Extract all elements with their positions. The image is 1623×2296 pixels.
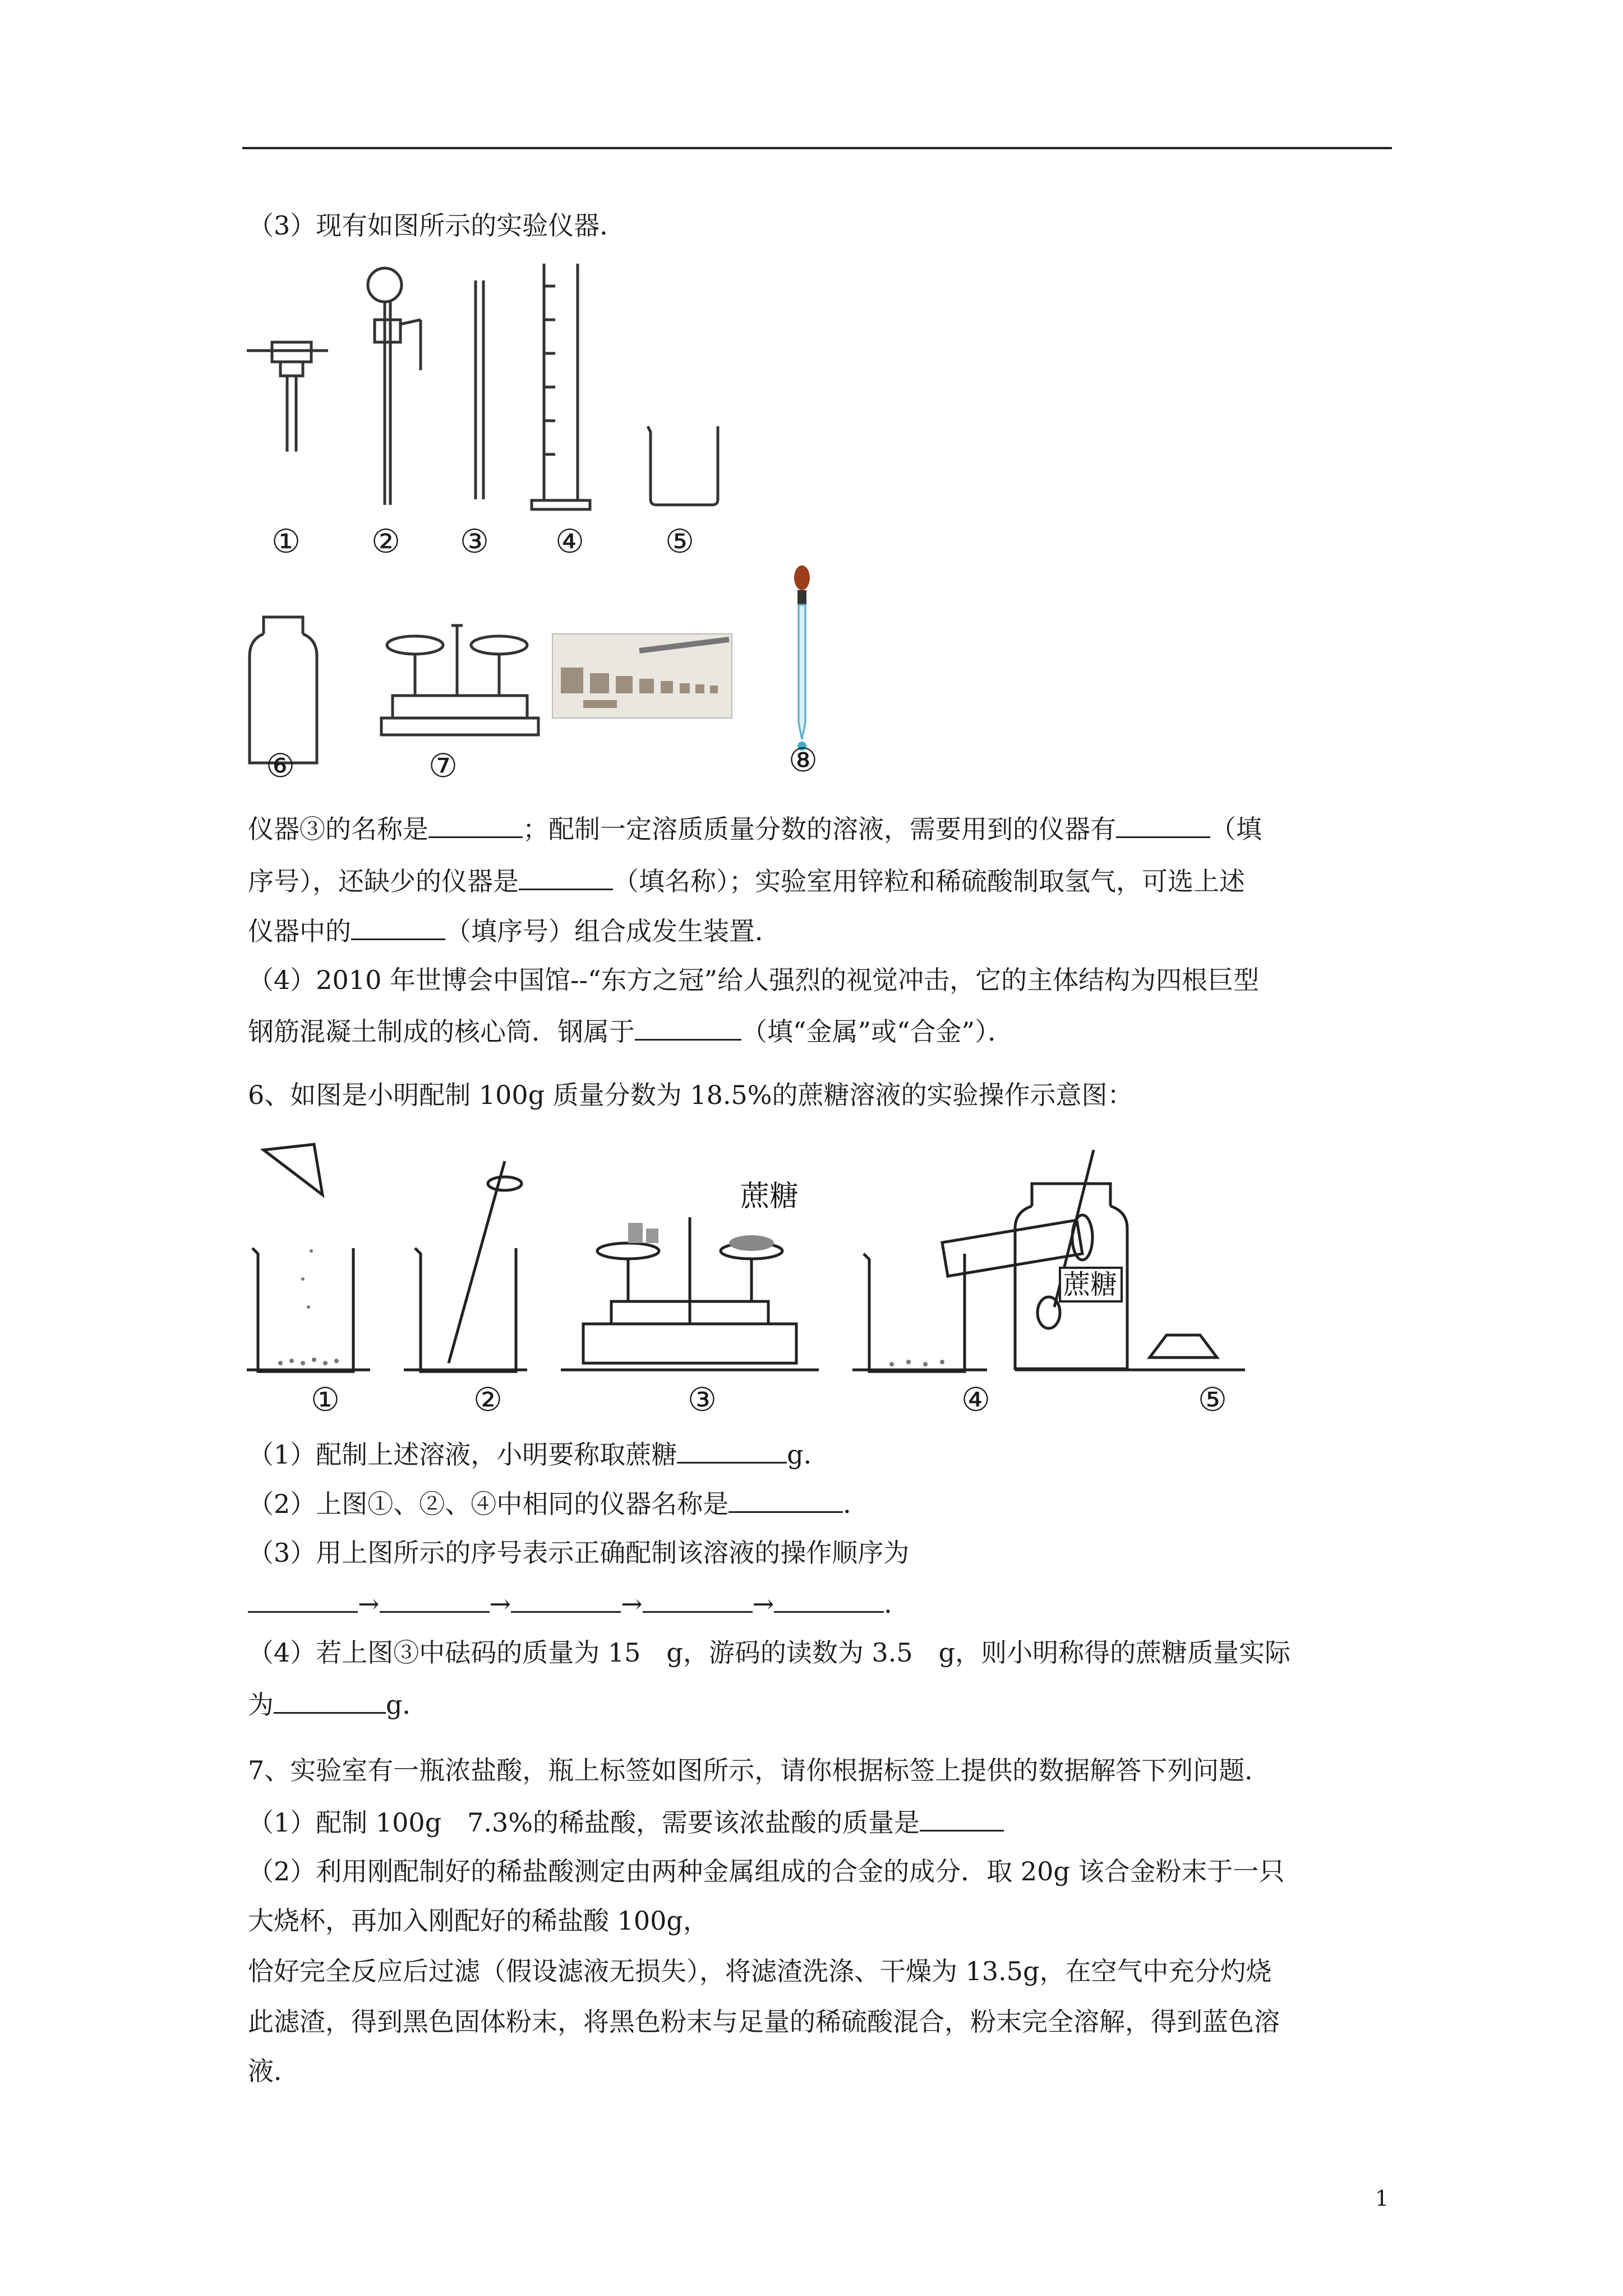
q7-part2-line1: （2）利用刚配制好的稀盐酸测定由两种金属组成的合金的成分．取 20g 该合金粉末于一只 [248,1856,1285,1887]
answer-blank[interactable] [1116,811,1210,838]
q5-line1: 仪器③的名称是 ；配制一定溶质质量分数的溶液，需要用到的仪器有 （填 [248,811,1262,846]
answer-blank[interactable] [728,1485,843,1513]
answer-blank[interactable] [635,1013,741,1041]
answer-blank[interactable] [519,863,613,890]
q6-part1: （1）配制上述溶液，小明要称取蔗糖 g． [248,1436,829,1471]
q5-line2: 序号），还缺少的仪器是 （填名称）；实验室用锌粒和稀硫酸制取氢气，可选上述 [248,863,1245,898]
instrument-figure-row2 [247,561,864,763]
answer-blank[interactable] [351,913,445,940]
q6-step-label-4: ④ [961,1381,990,1419]
q6-step-label-1: ① [311,1381,340,1419]
q6-part3-sequence: → → → → ． [248,1585,910,1621]
q7-part2-line3: 恰好完全反应后过滤（假设滤液无损失），将滤渣洗涤、干燥为 13.5g，在空气中充分灼烧 [248,1956,1272,1986]
instrument-label-5: ⑤ [665,522,694,560]
page-number: 1 [1375,2186,1389,2211]
q6-operation-figure [247,1139,1380,1374]
q6-step-label-5: ⑤ [1198,1381,1227,1419]
q7-stem: 7、实验室有一瓶浓盐酸，瓶上标签如图所示，请你根据标签上提供的数据解答下列问题． [248,1755,1271,1786]
instrument-label-6: ⑥ [266,747,295,785]
q7-part2-line4: 此滤渣，得到黑色固体粉末，将黑色粉末与足量的稀硫酸混合，粉末完全溶解，得到蓝色溶 [248,2007,1280,2037]
answer-blank[interactable] [920,1804,1004,1832]
q6-step-label-2: ② [473,1381,502,1419]
q5-part4-line1: （4）2010 年世博会中国馆--“东方之冠”给人强烈的视觉冲击，它的主体结构为四根巨型 [248,965,1260,995]
q7-part2-line2: 大烧杯，再加入刚配好的稀盐酸 100g， [248,1906,709,1936]
instrument-label-8: ⑧ [789,741,818,779]
q6-step-label-3: ③ [688,1381,717,1419]
sugar-label-jar: 蔗糖 [1063,1270,1118,1300]
sequence-blank-3[interactable] [511,1585,621,1613]
sequence-blank-1[interactable] [248,1585,358,1613]
q6-part3: （3）用上图所示的序号表示正确配制该溶液的操作顺序为 [248,1538,910,1568]
q5-part3-intro: （3）现有如图所示的实验仪器． [248,210,626,241]
sequence-blank-2[interactable] [380,1585,490,1613]
instrument-label-4: ④ [555,522,584,560]
instrument-label-2: ② [371,522,400,560]
instrument-label-7: ⑦ [428,747,458,785]
q5-line3: 仪器中的 （填序号）组合成发生装置． [248,913,781,948]
q6-stem: 6、如图是小明配制 100g 质量分数为 18.5%的蔗糖溶液的实验操作示意图： [248,1080,1133,1110]
answer-blank[interactable] [428,811,523,838]
instrument-label-3: ③ [460,522,489,560]
answer-blank[interactable] [274,1686,386,1714]
q6-part2: （2）上图①、②、④中相同的仪器名称是 ． [248,1485,869,1521]
q6-part4-line1: （4）若上图③中砝码的质量为 15 g，游码的读数为 3.5 g，则小明称得的蔗糖质量实际 [248,1637,1291,1668]
sequence-blank-4[interactable] [643,1585,753,1613]
q7-part2-line5: 液． [248,2056,299,2086]
q7-part1: （1）配制 100g 7.3%的稀盐酸，需要该浓盐酸的质量是 [248,1804,1004,1839]
q5-part4-line2: 钢筋混凝土制成的核心筒．钢属于 （填“金属”或“合金”）． [248,1013,1013,1048]
instrument-label-1: ① [271,522,301,560]
sequence-blank-5[interactable] [774,1585,884,1613]
answer-blank[interactable] [677,1436,787,1464]
header-rule [242,147,1392,149]
sugar-label-balance: 蔗糖 [740,1180,799,1213]
q6-part4-line2: 为 g． [248,1686,428,1722]
